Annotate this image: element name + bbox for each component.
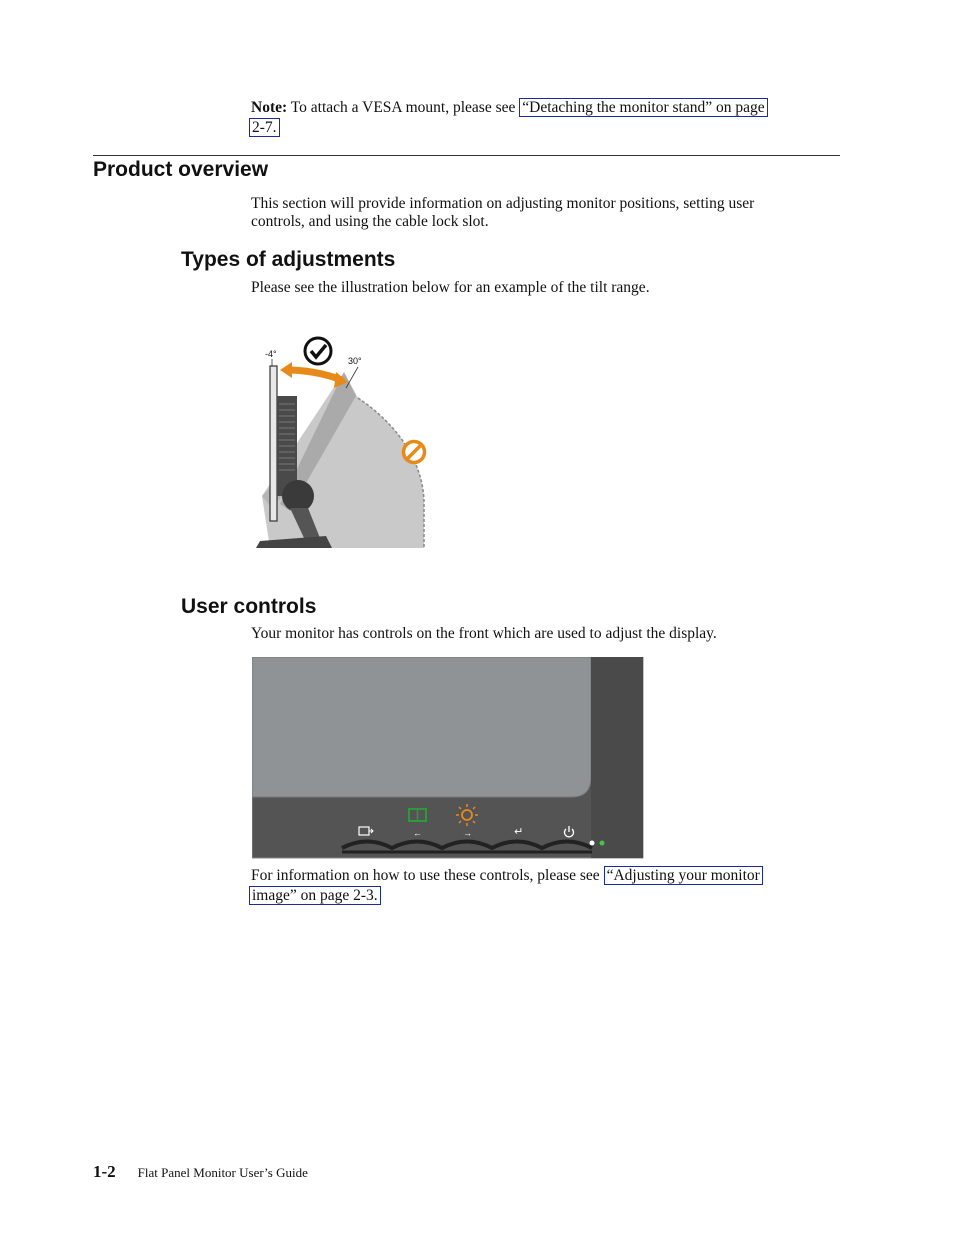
footer-title: Flat Panel Monitor User’s Guide <box>137 1165 308 1180</box>
note-link-line1[interactable]: “Detaching the monitor stand” on page <box>519 98 767 117</box>
tilt-range-illustration <box>250 336 435 552</box>
tilt-arrow-arc <box>286 370 342 380</box>
angle-min-label: -4° <box>265 349 277 359</box>
power-button-indicator <box>590 841 595 846</box>
tilt-arrow-head-left <box>280 362 292 378</box>
page-number: 1-2 <box>93 1162 116 1181</box>
note-paragraph <box>251 98 841 117</box>
bezel-right-edge <box>591 657 643 858</box>
enter-label: ↵ <box>514 826 524 838</box>
section-divider <box>93 155 840 156</box>
note-text: To attach a VESA mount, please see <box>290 99 516 116</box>
left-arrow-label: ← <box>413 828 422 838</box>
check-circle-icon <box>305 338 331 364</box>
note-link-line2[interactable]: 2-7. <box>249 118 280 137</box>
prohibited-icon <box>404 442 425 463</box>
enter-icon[interactable] <box>514 826 523 838</box>
product-overview-line2: controls, and using the cable lock slot. <box>251 213 489 230</box>
note-label: Note: <box>251 99 288 116</box>
user-controls-body: Your monitor has controls on the front which are used to adjust the display. <box>251 625 717 642</box>
right-arrow-label: → <box>463 828 472 838</box>
page-footer <box>93 1162 308 1182</box>
controls-reference-link-line2[interactable]: image” on page 2-3. <box>249 886 381 905</box>
product-overview-heading: Product overview <box>93 158 269 181</box>
angle-max-label: 30° <box>348 356 362 366</box>
controls-reference-link-line1[interactable]: “Adjusting your monitor <box>604 866 763 885</box>
types-of-adjustments-body: Please see the illustration below for an example of the tilt range. <box>251 279 650 296</box>
power-led <box>600 841 605 846</box>
note-link-continuation <box>249 118 280 137</box>
user-controls-heading: User controls <box>181 595 317 618</box>
types-of-adjustments-heading: Types of adjustments <box>181 248 396 271</box>
upright-monitor-panel <box>270 366 277 521</box>
controls-reference-continuation <box>249 886 381 905</box>
monitor-screen <box>252 657 591 797</box>
controls-reference-text: For information on how to use these controls, please see <box>251 867 600 884</box>
controls-reference-paragraph <box>251 866 841 885</box>
monitor-controls-illustration <box>252 657 644 859</box>
product-overview-line1: This section will provide information on adjusting monitor positions, setting user <box>251 195 755 212</box>
stand-hinge <box>282 480 314 512</box>
